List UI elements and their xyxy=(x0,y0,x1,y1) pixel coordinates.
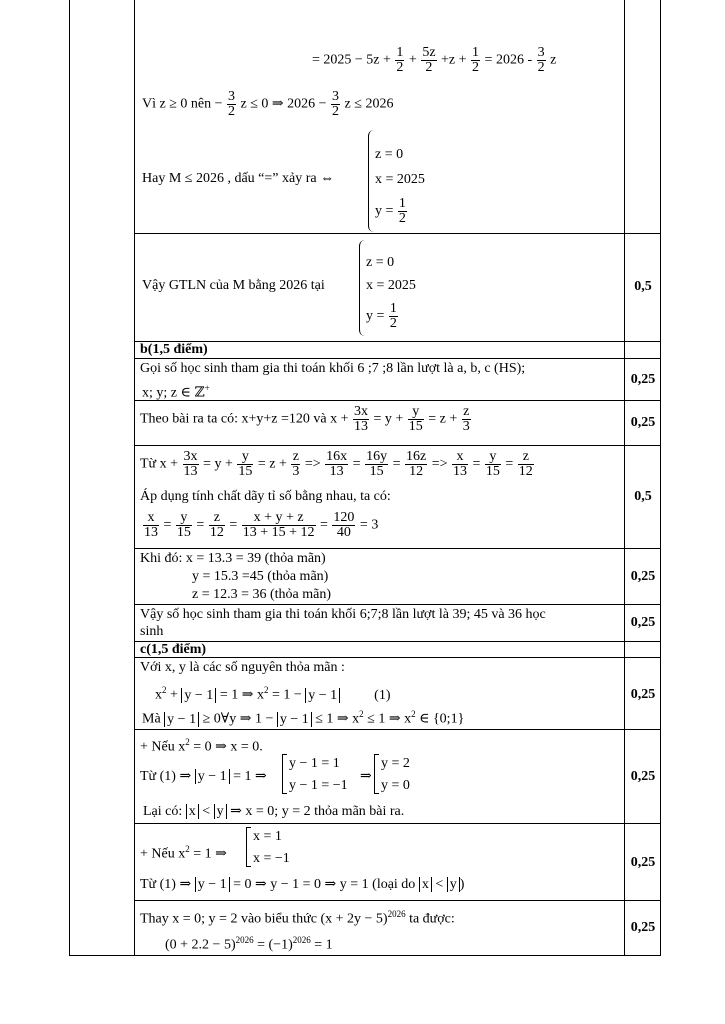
system-y: y = $\frac{1}{2}$ xyxy=(375,196,406,226)
max-condition-text: Hay M ≤ 2026 , dấu “=” xảy ra ⇔ xyxy=(142,171,335,186)
substitution-result: $(0 + 2.2 - 5)^{2026} = (-1)^{2026} = 1$ xyxy=(165,935,333,953)
case-x-one: + Nếu $x^2 = 1$ ⇒ xyxy=(140,844,227,862)
score-cell: 0,5 xyxy=(634,279,652,294)
system-z: z = 0 xyxy=(375,147,404,162)
table-border-bottom xyxy=(69,955,661,956)
case-option: y − 1 = −1 xyxy=(289,778,348,793)
result-line-z: z = 12.3 = 36 (thỏa mãn) xyxy=(192,587,332,602)
system-z: z = 0 xyxy=(366,255,395,270)
score-cell: 0,25 xyxy=(630,769,656,784)
ratio-derivation: Từ x + $\frac{3x}{13}$ = y + $\frac{y}{15}$ = z + $\frac{z}{3}$ => $\frac{16x}{13}$ = $\frac{16y}{15}$ = $\frac{16z}{12}$ => $\frac{x}{13}$ = $\frac{y}{15}$ = $\frac{z}{12}$ xyxy=(140,449,533,479)
table-border-col2 xyxy=(624,0,625,956)
case-bracket xyxy=(282,754,287,794)
table-border-right xyxy=(660,0,661,956)
score-cell: 0,25 xyxy=(630,569,656,584)
case-x-zero: + Nếu $x^2 = 0$ ⇒ x = 0. xyxy=(140,737,263,755)
case-option: y − 1 = 1 xyxy=(289,756,340,771)
case-option: x = 1 xyxy=(253,829,282,844)
conclusion-line2: sinh xyxy=(140,624,164,639)
case-bracket xyxy=(246,827,251,867)
score-cell: 0,25 xyxy=(630,855,656,870)
problem-setup-line2: x; y; z ∈ ℤ+ xyxy=(142,383,210,401)
case-option: y = 2 xyxy=(381,756,410,771)
row-divider xyxy=(134,641,661,642)
result-line-y: y = 15.3 =45 (thỏa mãn) xyxy=(192,569,329,584)
row-divider xyxy=(134,729,661,730)
equation-line-2: Vì z ≥ 0 nên − $\frac{3}{2}$ z ≤ 0 ⇒ 2026 − $\frac{3}{2}$ z ≤ 2026 xyxy=(142,89,394,119)
case-bracket xyxy=(374,754,379,794)
table-border-col1 xyxy=(134,0,135,956)
case-option: y = 0 xyxy=(381,778,410,793)
system-brace xyxy=(359,240,366,336)
table-border-left xyxy=(69,0,70,956)
row-divider xyxy=(134,900,661,901)
conclusion-line1: Vậy số học sinh tham gia thi toán khối 6;7;8 lần lượt là 39; 45 và 36 học xyxy=(140,607,546,622)
row-divider xyxy=(134,604,661,605)
section-heading-b: b(1,5 điểm) xyxy=(140,342,208,357)
case-x-zero-derivation: Từ (1) ⇒ y − 1 = 1 ⇒ xyxy=(140,769,267,784)
row-divider xyxy=(134,233,661,234)
case-x-one-derivation: Từ (1) ⇒ y − 1 = 0 ⇒ y − 1 = 0 ⇒ y = 1 (loại do x < y ) xyxy=(140,877,465,892)
row-divider xyxy=(134,400,661,401)
equation-line-1: = 2025 − 5z + $\frac{1}{2}$ + $\frac{5z}{2}$ +z + $\frac{1}{2}$ = 2026 - $\frac{3}{2}$ z xyxy=(312,45,557,75)
integer-bound: Mà y − 1 ≥ 0∀y ⇒ 1 − y − 1 ≤ 1 ⇒ $x^2 \le 1$ ⇒ $x^2$ ∈ {0;1} xyxy=(142,709,465,727)
integer-condition-text: Với x, y là các số nguyên thỏa mãn : xyxy=(140,660,345,675)
system-y: y = $\frac{1}{2}$ xyxy=(366,301,397,331)
score-cell: 0,25 xyxy=(630,920,656,935)
score-cell: 0,25 xyxy=(630,687,656,702)
system-x: x = 2025 xyxy=(375,172,425,187)
max-conclusion: Vậy GTLN của M bằng 2026 tại xyxy=(142,278,325,293)
score-cell: 0,25 xyxy=(630,415,656,430)
row-divider xyxy=(134,445,661,446)
substitution-text: Thay x = 0; y = 2 vào biểu thức $(x + 2y - 5)^{2026}$ ta được: xyxy=(140,909,455,927)
section-heading-c: c(1,5 điểm) xyxy=(140,642,207,657)
ratio-computation: $\frac{x}{13}$ = $\frac{y}{15}$ = $\frac{z}{12}$ = $\frac{x + y + z}{13 + 15 + 12}$ = $\frac{120}{40}$ = 3 xyxy=(144,510,379,540)
integer-equation: $x^2 + y - 1 = 1$ ⇒ $x^2 = 1 - y - 1$ (1) xyxy=(155,685,391,703)
system-brace xyxy=(368,130,375,232)
row-divider xyxy=(134,358,661,359)
row-divider xyxy=(134,341,661,342)
row-divider xyxy=(134,548,661,549)
given-equation: Theo bài ra ta có: x+y+z =120 và x + $\frac{3x}{13}$ = y + $\frac{y}{15}$ = z + $\frac{z}{3}$ xyxy=(140,404,470,434)
score-cell: 0,5 xyxy=(634,489,652,504)
case-option: x = −1 xyxy=(253,851,290,866)
case-x-zero-check: Lại có: x < y ⇒ x = 0; y = 2 thỏa mãn bài ra. xyxy=(143,804,405,819)
ratio-property-text: Áp dụng tính chất dãy tỉ số bằng nhau, ta có: xyxy=(140,489,391,504)
row-divider xyxy=(134,823,661,824)
row-divider xyxy=(134,657,661,658)
problem-setup-line1: Gọi số học sinh tham gia thi toán khối 6 ;7 ;8 lần lượt là a, b, c (HS); xyxy=(140,361,526,376)
score-cell: 0,25 xyxy=(630,372,656,387)
system-x: x = 2025 xyxy=(366,278,416,293)
result-line-x: Khi đó: x = 13.3 = 39 (thỏa mãn) xyxy=(140,551,326,566)
implies-arrow: ⇒ xyxy=(360,769,372,784)
score-cell: 0,25 xyxy=(630,615,656,630)
